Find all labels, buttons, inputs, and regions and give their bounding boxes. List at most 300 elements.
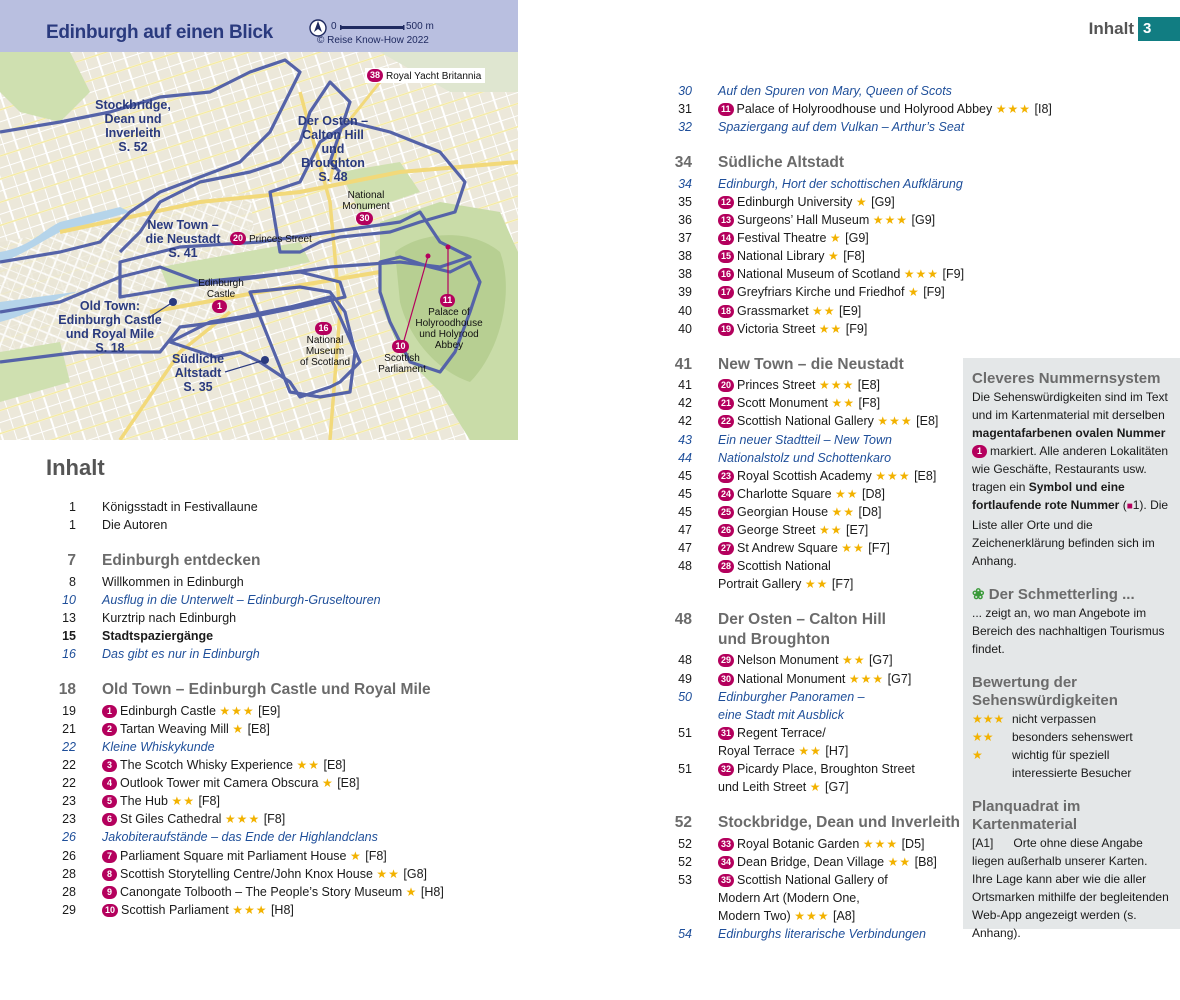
map-poi-yacht[interactable]: 38 Royal Yacht Britannia — [365, 68, 485, 83]
toc-page-number: 18 — [58, 681, 76, 699]
toc-title: Königsstadt in Festivallaune — [102, 500, 258, 514]
rating-stars: ★★ — [841, 653, 866, 668]
rating-stars: ★★ — [835, 486, 859, 501]
toc-text — [718, 449, 891, 467]
toc-title: Festival Theatre — [737, 231, 827, 246]
toc-title: Charlotte Square — [737, 486, 832, 501]
lock-icon: ■ — [1126, 501, 1133, 512]
toc-page-number: 37 — [678, 231, 692, 246]
toc-page-number: 54 — [678, 927, 692, 942]
toc-text — [718, 431, 892, 449]
rating-stars: ★★ — [819, 523, 843, 537]
toc-title: Royal Terrace — [718, 743, 795, 758]
grid-reference: [I8] — [1034, 102, 1052, 117]
legend-text: interessierte Besucher — [1012, 766, 1132, 780]
toc-page-number: 40 — [678, 321, 692, 336]
toc-title: Scottish National Gallery of — [737, 872, 888, 887]
sight-number-badge: 14 — [718, 232, 734, 245]
toc-text — [718, 889, 860, 907]
toc-title: Picardy Place, Broughton Street — [737, 762, 915, 776]
sight-number-badge: 28 — [718, 560, 734, 573]
toc-text — [718, 670, 911, 688]
city-map — [0, 52, 518, 440]
toc-text — [102, 756, 346, 774]
toc-page-number: 53 — [678, 872, 692, 887]
sight-number-badge: 6 — [102, 813, 117, 826]
sidebar-text-numbering: Die Sehenswürdigkeiten sind im Text und im Kartenmaterial mit derselben magentafarbenen ovalen Nummer 1 markiert. Alle anderen Lokalitäten wie Geschäfte, Restaurants usw. tragen ein Symbol und eine fortlaufende rote Nummer (■1). Die Liste aller Orte und die Zeichenerklärung befinden sich im Anhang. — [972, 390, 1169, 568]
toc-title: National Museum of Scotland — [737, 267, 901, 282]
grid-reference: [G7] — [868, 653, 893, 668]
toc-page-number: 26 — [62, 830, 76, 845]
badge-example: 1 — [972, 445, 987, 458]
toc-title: Royal Botanic Garden — [737, 836, 860, 851]
legend-row — [972, 728, 1171, 746]
sidebar-heading-butterfly: ❀ Der Schmetterling ... — [972, 586, 1135, 603]
toc-page-number: 50 — [678, 689, 692, 704]
toc-page-number: 52 — [678, 836, 692, 851]
rating-stars: ★★ — [798, 743, 822, 758]
sight-number-badge: 26 — [718, 524, 734, 537]
map-poi-museum[interactable]: 16 National Museum of Scotland — [299, 323, 351, 368]
grid-reference: [E8] — [337, 776, 360, 791]
grid-reference: [G7] — [887, 671, 912, 686]
toc-text — [102, 702, 280, 720]
sight-number-badge: 12 — [718, 196, 734, 209]
grid-reference: [E8] — [247, 721, 270, 736]
map-label-suedlich: Südliche Altstadt S. 35 — [171, 352, 225, 394]
sight-number-badge: 33 — [718, 838, 734, 851]
grid-reference: [E8] — [916, 414, 939, 429]
rating-stars: ★★ — [804, 577, 829, 592]
toc-title: St Andrew Square — [737, 541, 838, 556]
toc-text — [718, 193, 895, 211]
grid-reference: [G8] — [403, 866, 428, 881]
toc-text — [718, 320, 867, 338]
grid-reference: [F9] — [923, 285, 945, 300]
toc-title: Scottish National Gallery — [737, 414, 874, 429]
map-poi-castle[interactable]: Edinburgh Castle 1 — [198, 278, 244, 311]
toc-page-number: 22 — [62, 776, 76, 791]
toc-text — [718, 118, 964, 136]
toc-title: George Street — [737, 523, 816, 537]
toc-text — [718, 631, 830, 649]
toc-page-number: 48 — [674, 611, 692, 629]
grid-reference: [G9] — [845, 231, 869, 246]
sight-number-badge: 31 — [718, 727, 734, 740]
grid-reference: [E8] — [323, 758, 346, 772]
toc-title: Scottish National — [737, 559, 831, 574]
toc-text — [718, 376, 880, 394]
map-label-oldtown: Old Town: Edinburgh Castle und Royal Mile S. 18 — [58, 299, 162, 355]
grid-reference: [F8] — [365, 848, 387, 863]
toc-text — [718, 688, 865, 706]
rating-legend — [972, 710, 1171, 782]
toc-title: Dean Bridge, Dean Village — [737, 854, 885, 869]
grid-reference: [F8] — [198, 794, 220, 809]
sidebar-text-grid: [A1] Orte ohne diese Angabe liegen außerhalb unserer Karten. Ihre Lage kann aber wie die aller Ortsmarken mithilfe der begleitenden Web-App angezeigt werden (s. Anhang). — [972, 836, 1169, 940]
toc-title: und Leith Street — [718, 780, 807, 795]
legend-text: besonders sehenswert — [1012, 730, 1133, 744]
toc-title: Greyfriars Kirche und Friedhof — [737, 285, 905, 300]
toc-title: Old Town – Edinburgh Castle und Royal Mile — [102, 681, 431, 699]
toc-page-number: 26 — [62, 848, 76, 863]
map-copyright: © Reise Know-How 2022 — [317, 35, 429, 46]
grid-reference: [F7] — [868, 541, 890, 556]
sidebar-heading-numbering: Cleveres Nummernsystem — [972, 370, 1161, 387]
toc-page-number: 41 — [674, 355, 692, 373]
toc-page-number: 43 — [678, 432, 692, 447]
toc-text — [718, 467, 936, 485]
toc-title: Ein neuer Stadtteil – New Town — [718, 432, 892, 447]
toc-page-number: 22 — [62, 758, 76, 772]
scale-zero: 0 — [331, 21, 337, 32]
sight-number-badge: 32 — [718, 763, 734, 776]
grid-reference: [H8] — [420, 884, 444, 899]
toc-text — [718, 82, 952, 100]
legend-stars: ★★★ — [972, 712, 1005, 726]
rating-stars: ★★ — [831, 396, 856, 411]
toc-page-number: 34 — [674, 154, 692, 172]
toc-page-number: 8 — [69, 574, 76, 589]
rating-stars: ★★★ — [872, 213, 909, 227]
toc-page-number: 28 — [62, 884, 76, 899]
rating-stars: ★★★ — [232, 902, 268, 917]
toc-title: Nationalstolz und Schottenkaro — [718, 450, 892, 465]
sight-number-badge: 7 — [102, 850, 117, 863]
toc-page-number: 29 — [62, 902, 76, 917]
toc-title: Das gibt es nur in Edinburgh — [102, 647, 260, 662]
toc-page-number: 49 — [678, 671, 692, 686]
grid-reference: [D8] — [862, 486, 885, 501]
sidebar-heading-grid: Planquadrat im Kartenmaterial — [972, 798, 1081, 833]
toc-text — [102, 738, 215, 756]
toc-page-number: 21 — [62, 721, 76, 736]
toc-title: Regent Terrace/ — [737, 725, 826, 740]
toc-text — [718, 853, 937, 871]
toc-title: Edinburgh entdecken — [102, 552, 261, 570]
running-header — [1060, 17, 1180, 39]
toc-title: Stockbridge, Dean und Inverleith — [718, 814, 961, 832]
toc-title: National Library — [737, 249, 825, 264]
toc-text — [718, 907, 855, 925]
toc-text — [718, 412, 938, 430]
page-number: 3 — [1138, 17, 1180, 41]
toc-page-number: 48 — [678, 559, 692, 574]
toc-text — [718, 175, 963, 193]
rating-stars: ★ — [809, 780, 822, 795]
rating-stars: ★ — [829, 231, 842, 246]
toc-page-number: 44 — [678, 450, 692, 465]
toc-title: National Monument — [737, 671, 846, 686]
rating-stars: ★ — [321, 776, 334, 791]
grid-reference: [H8] — [270, 902, 294, 917]
toc-text — [718, 394, 880, 412]
sight-number-badge: 3 — [102, 759, 117, 772]
map-poi-monument[interactable]: National Monument 30 — [342, 190, 390, 223]
legend-stars — [972, 764, 1012, 782]
sidebar-text-butterfly: ... zeigt an, wo man Angebote im Bereich des nachhaltigen Tourismus findet. — [972, 606, 1165, 656]
toc-text — [718, 706, 844, 724]
rating-stars: ★ — [828, 249, 840, 264]
rating-stars: ★★ — [812, 303, 836, 318]
sight-number-badge: 13 — [718, 214, 734, 227]
toc-text — [718, 247, 865, 265]
toc-page-number: 10 — [62, 592, 76, 607]
toc-text — [718, 521, 868, 539]
toc-title: Outlook Tower mit Camera Obscura — [120, 776, 319, 791]
toc-page-number: 45 — [678, 486, 692, 501]
sight-number-badge: 18 — [718, 305, 734, 318]
rating-stars: ★★★ — [224, 812, 261, 827]
toc-text — [718, 503, 881, 521]
toc-title: Portrait Gallery — [718, 577, 802, 592]
toc-page-number: 22 — [62, 739, 76, 754]
toc-text — [718, 229, 869, 247]
toc-title: Jakobiteraufstände – das Ende der Highlandclans — [102, 830, 378, 845]
rating-stars: ★★★ — [819, 378, 855, 393]
map-label-stockbridge: Stockbridge, Dean und Inverleith S. 52 — [95, 98, 171, 154]
sight-number-badge: 29 — [718, 654, 734, 667]
grid-reference: [B8] — [914, 854, 937, 869]
toc-title: Edinburgh University — [737, 194, 853, 209]
toc-title: Edinburgh, Hort der schottischen Aufklärung — [718, 176, 963, 191]
rating-stars: ★★ — [831, 504, 856, 519]
toc-title: The Hub — [120, 794, 168, 809]
toc-title: Grassmarket — [737, 303, 809, 318]
toc-text — [718, 871, 888, 889]
rating-stars: ★ — [855, 194, 868, 209]
grid-reference: [F8] — [858, 396, 881, 411]
toc-title: Tartan Weaving Mill — [120, 721, 229, 736]
legend-row — [972, 764, 1171, 782]
sidebar-heading-rating: Bewertung der Sehenswürdigkeiten — [972, 674, 1118, 709]
page-title: Inhalt — [46, 455, 105, 480]
rating-stars: ★★★ — [794, 909, 830, 924]
toc-page-number: 40 — [678, 303, 692, 318]
toc-text — [102, 516, 167, 534]
toc-page-number: 15 — [62, 629, 76, 643]
toc-title: Modern Two) — [718, 909, 791, 924]
map-poi-parliament[interactable]: 10 Scottish Parliament — [378, 341, 426, 375]
toc-text — [718, 575, 853, 593]
rating-stars: ★★★ — [877, 414, 913, 429]
rating-stars: ★★ — [296, 758, 320, 772]
sight-number-badge: 23 — [718, 470, 734, 483]
toc-title: und Broughton — [718, 630, 830, 648]
toc-page-number: 1 — [69, 518, 76, 533]
toc-text — [102, 498, 258, 516]
toc-title: Südliche Altstadt — [718, 154, 845, 172]
toc-text — [102, 552, 260, 570]
toc-page-number: 39 — [678, 285, 692, 300]
grid-reference: [D5] — [901, 836, 925, 851]
toc-title: New Town – die Neustadt — [718, 355, 904, 373]
toc-page-number: 16 — [62, 647, 76, 662]
rating-stars: ★ — [405, 884, 418, 899]
rating-stars: ★ — [349, 848, 362, 863]
toc-title: Der Osten – Calton Hill — [718, 611, 886, 629]
toc-page-number: 30 — [678, 84, 692, 98]
info-sidebar — [963, 358, 1180, 940]
rating-stars: ★ — [907, 285, 920, 300]
grid-reference: [G7] — [825, 780, 849, 795]
toc-page-number: 45 — [678, 468, 692, 483]
toc-text — [102, 847, 387, 865]
toc-text — [102, 720, 270, 738]
map-graphic — [0, 52, 518, 440]
rating-stars: ★★ — [887, 854, 912, 869]
rating-stars: ★★ — [841, 541, 865, 556]
toc-page-number: 42 — [678, 414, 692, 429]
rating-stars: ★★ — [818, 321, 843, 336]
sight-number-badge: 8 — [102, 868, 117, 881]
toc-text — [102, 810, 285, 828]
rating-stars: ★★★ — [219, 703, 255, 718]
toc-text — [718, 724, 826, 742]
toc-text — [718, 760, 915, 778]
toc-text — [102, 645, 260, 663]
grid-reference: [F8] — [843, 249, 865, 264]
toc-page-number: 48 — [678, 653, 692, 668]
toc-title: Edinburgh Castle — [120, 703, 216, 718]
running-title: Inhalt — [1088, 19, 1134, 38]
rating-stars: ★★★ — [862, 836, 899, 851]
toc-text — [718, 356, 904, 374]
toc-title: Palace of Holyroodhouse und Holyrood Abbey — [736, 102, 993, 117]
sight-number-badge: 20 — [718, 379, 734, 392]
toc-page-number: 47 — [678, 541, 692, 556]
toc-text — [718, 611, 886, 629]
sight-number-badge: 2 — [102, 723, 117, 736]
scale-distance: 500 m — [406, 21, 434, 32]
grid-reference: [G9] — [911, 213, 936, 227]
rating-stars: ★★ — [376, 866, 400, 881]
toc-text — [102, 792, 220, 810]
rating-stars: ★★ — [171, 794, 195, 809]
sight-number-badge: 16 — [718, 268, 734, 281]
legend-text: wichtig für speziell — [1012, 748, 1110, 762]
toc-page-number: 45 — [678, 504, 692, 519]
sight-number-badge: 11 — [718, 103, 734, 116]
toc-page-number: 19 — [62, 703, 76, 718]
grid-reference: [E9] — [258, 703, 281, 718]
toc-text — [718, 814, 960, 832]
toc-page-number: 23 — [62, 812, 76, 827]
toc-page-number: 34 — [678, 176, 692, 191]
butterfly-icon: ❀ — [972, 586, 985, 603]
toc-page-number: 36 — [678, 213, 692, 227]
toc-text — [102, 828, 378, 846]
sight-number-badge: 34 — [718, 856, 734, 869]
sight-number-badge: 10 — [102, 904, 118, 917]
grid-reference: [F8] — [263, 812, 286, 827]
sight-number-badge: 22 — [718, 415, 734, 428]
toc-text — [718, 211, 935, 229]
toc-page-number: 35 — [678, 194, 692, 209]
toc-text — [718, 154, 844, 172]
toc-text — [718, 100, 1052, 118]
sight-number-badge: 21 — [718, 397, 734, 410]
toc-text — [718, 651, 893, 669]
toc-page-number: 28 — [62, 866, 76, 881]
toc-title: eine Stadt mit Ausblick — [718, 707, 844, 722]
toc-title: Scottish Parliament — [121, 902, 229, 917]
toc-title: Auf den Spuren von Mary, Queen of Scots — [718, 84, 952, 98]
toc-page-number: 1 — [69, 500, 76, 514]
sight-number-badge: 35 — [718, 874, 734, 887]
map-label-osten: Der Osten – Calton Hill und Broughton S. 48 — [297, 114, 369, 184]
toc-title: Modern Art (Modern One, — [718, 891, 860, 905]
toc-text — [102, 591, 381, 609]
sight-number-badge: 30 — [718, 673, 734, 686]
toc-text — [718, 742, 848, 760]
toc-page-number: 42 — [678, 396, 692, 411]
sight-number-badge: 27 — [718, 542, 734, 555]
toc-page-number: 31 — [678, 102, 692, 117]
toc-title: Stadtspaziergänge — [102, 629, 214, 643]
toc-text — [102, 681, 431, 699]
sight-number-badge: 19 — [718, 323, 734, 336]
legend-row — [972, 710, 1171, 728]
toc-page-number: 52 — [678, 854, 692, 869]
toc-title: Kurztrip nach Edinburgh — [102, 610, 237, 625]
map-label-newtown: New Town – die Neustadt S. 41 — [145, 218, 221, 260]
toc-text — [102, 573, 244, 591]
grid-reference: [F9] — [845, 321, 868, 336]
toc-title: Scottish Storytelling Centre/John Knox House — [120, 866, 373, 881]
toc-text — [718, 265, 964, 283]
legend-stars: ★ — [972, 748, 983, 762]
grid-reference: [E7] — [846, 523, 869, 537]
toc-page-number: 41 — [678, 378, 692, 393]
toc-title: Nelson Monument — [737, 653, 839, 668]
toc-page-number: 52 — [674, 814, 692, 832]
toc-text — [102, 774, 359, 792]
toc-title: Victoria Street — [737, 321, 816, 336]
toc-title: Edinburghs literarische Verbindungen — [718, 927, 927, 942]
toc-title: Surgeons’ Hall Museum — [737, 213, 870, 227]
toc-title: Georgian House — [737, 504, 829, 519]
grid-reference: [E9] — [839, 303, 862, 318]
map-scale — [308, 18, 448, 53]
grid-reference: [H7] — [825, 743, 849, 758]
toc-title: Royal Scottish Academy — [737, 468, 872, 483]
toc-page-number: 38 — [678, 249, 692, 264]
toc-title: The Scotch Whisky Experience — [120, 758, 293, 772]
rating-stars: ★ — [232, 721, 245, 736]
toc-title: Die Autoren — [102, 518, 168, 533]
sight-number-badge: 9 — [102, 886, 117, 899]
sight-number-badge: 25 — [718, 506, 734, 519]
grid-reference: [D8] — [858, 504, 882, 519]
toc-text — [102, 865, 427, 883]
toc-text — [102, 627, 213, 645]
sight-number-badge: 5 — [102, 795, 117, 808]
toc-text — [718, 925, 926, 943]
rating-stars: ★★★ — [848, 671, 885, 686]
toc-page-number: 13 — [62, 610, 76, 625]
toc-page-number: 47 — [678, 523, 692, 537]
map-poi-palace[interactable]: 11 Palace of Holyroodhouse und Holyrood Abbey — [415, 295, 483, 351]
toc-title: Spaziergang auf dem Vulkan – Arthur’s Seat — [718, 120, 965, 135]
toc-text — [718, 283, 945, 301]
map-poi-princes[interactable]: 20 Princes Street — [230, 232, 320, 245]
toc-title: Parliament Square mit Parliament House — [120, 848, 347, 863]
legend-stars: ★★ — [972, 730, 994, 744]
toc-text — [718, 485, 885, 503]
sight-number-badge: 17 — [718, 286, 734, 299]
toc-page-number: 51 — [678, 725, 692, 740]
